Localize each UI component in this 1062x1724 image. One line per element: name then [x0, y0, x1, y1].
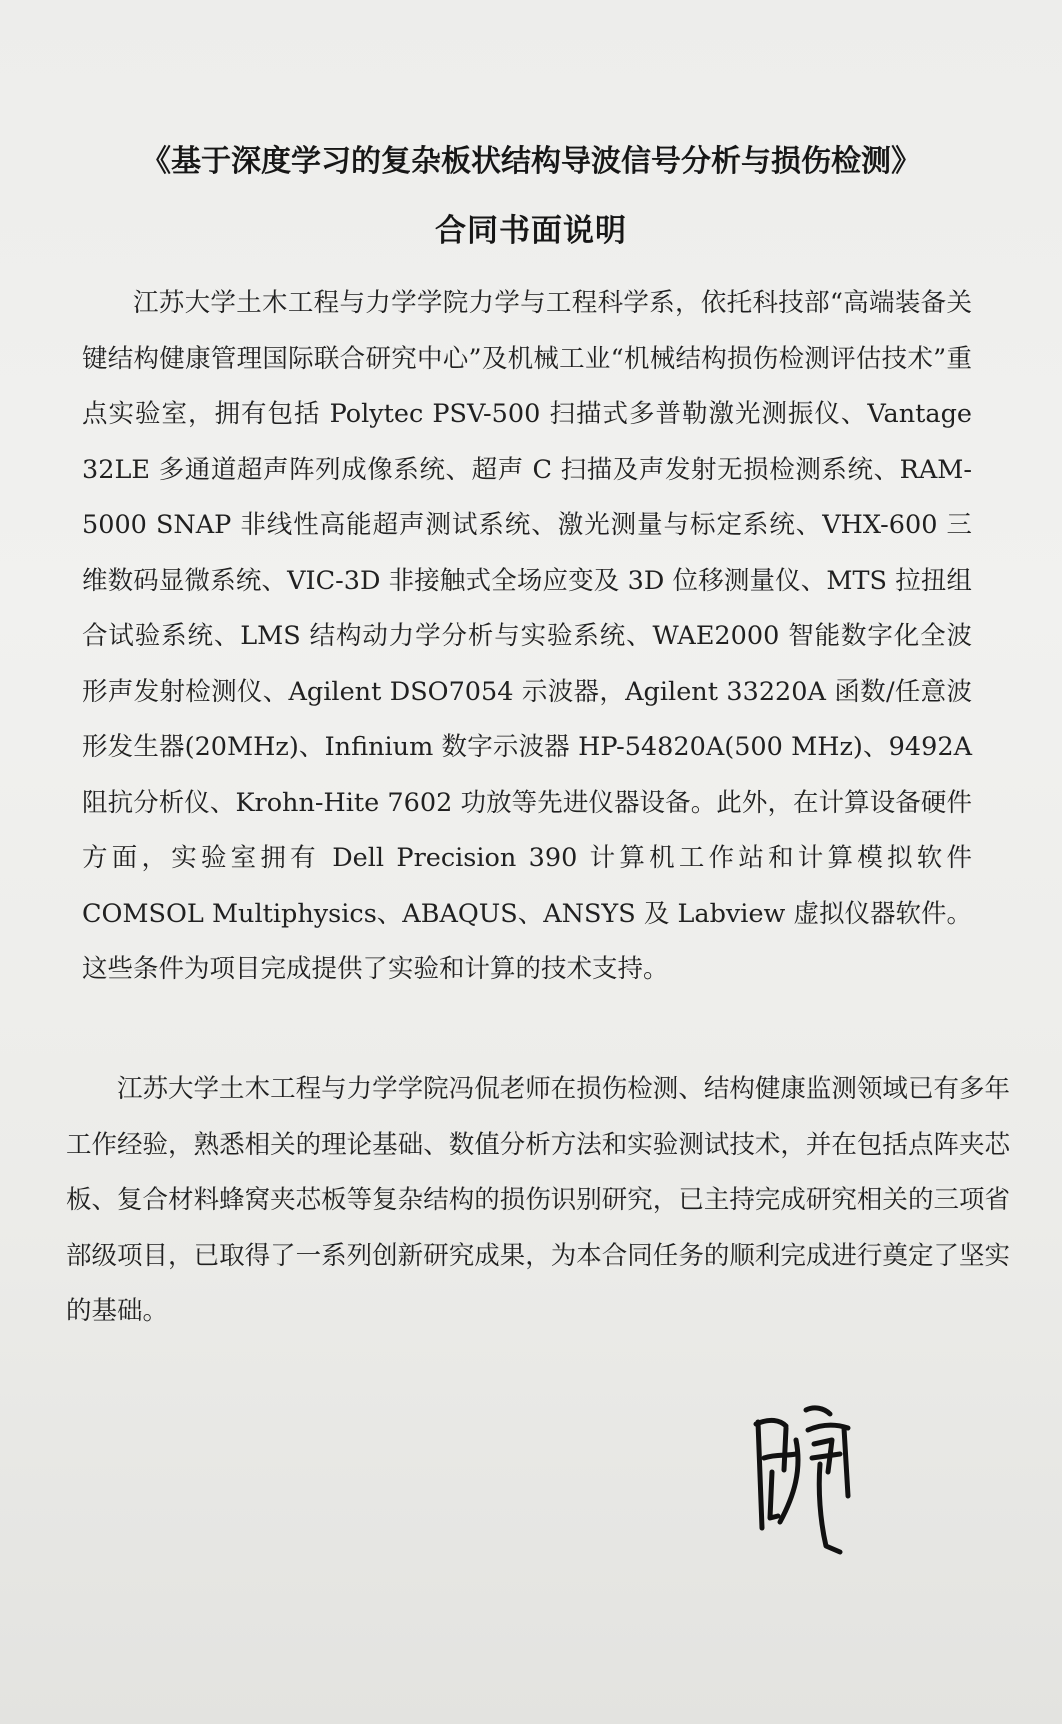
- document-subtitle: 合同书面说明: [435, 213, 627, 249]
- handwritten-signature: [736, 1400, 876, 1560]
- document-title: 《基于深度学习的复杂板状结构导波信号分析与损伤检测》: [141, 144, 921, 179]
- paragraph-facilities: 江苏大学土木工程与力学学院力学与工程科学系，依托科技部“高端装备关键结构健康管理国际联合研究中心”及机械工业“机械结构损伤检测评估技术”重点实验室，拥有包括 Polytec PSV-500 扫描式多普勒激光测振仪、Vantage 32LE 多通道超声阵列成像系统、超声 C 扫描及声发射无损检测系统、RAM-5000 SNAP 非线性高能超声测试系统、激光测量与标定系统、VHX-600 三维数码显微系统、VIC-3D 非接触式全场应变及 3D 位移测量仪、MTS 拉扭组合试验系统、LMS 结构动力学分析与实验系统、WAE2000 智能数字化全波形声发射检测仪、Agilent DSO7054 示波器，Agilent 33220A 函数/任意波形发生器(20MHz)、Infinium 数字示波器 HP-54820A(500 MHz)、9492A 阻抗分析仪、Krohn-Hite 7602 功放等先进仪器设备。此外，在计算设备硬件方面，实验室拥有 Dell Precision 390 计算机工作站和计算模拟软件 COMSOL Multiphysics、ABAQUS、ANSYS 及 Labview 虚拟仪器软件。这些条件为项目完成提供了实验和计算的技术支持。: [82, 288, 972, 984]
- paragraph-experience: 江苏大学土木工程与力学学院冯侃老师在损伤检测、结构健康监测领域已有多年工作经验，熟悉相关的理论基础、数值分析方法和实验测试技术，并在包括点阵夹芯板、复合材料蜂窝夹芯板等复杂结构的损伤识别研究，已主持完成研究相关的三项省部级项目，已取得了一系列创新研究成果，为本合同任务的顺利完成进行奠定了坚实的基础。: [66, 1074, 1010, 1326]
